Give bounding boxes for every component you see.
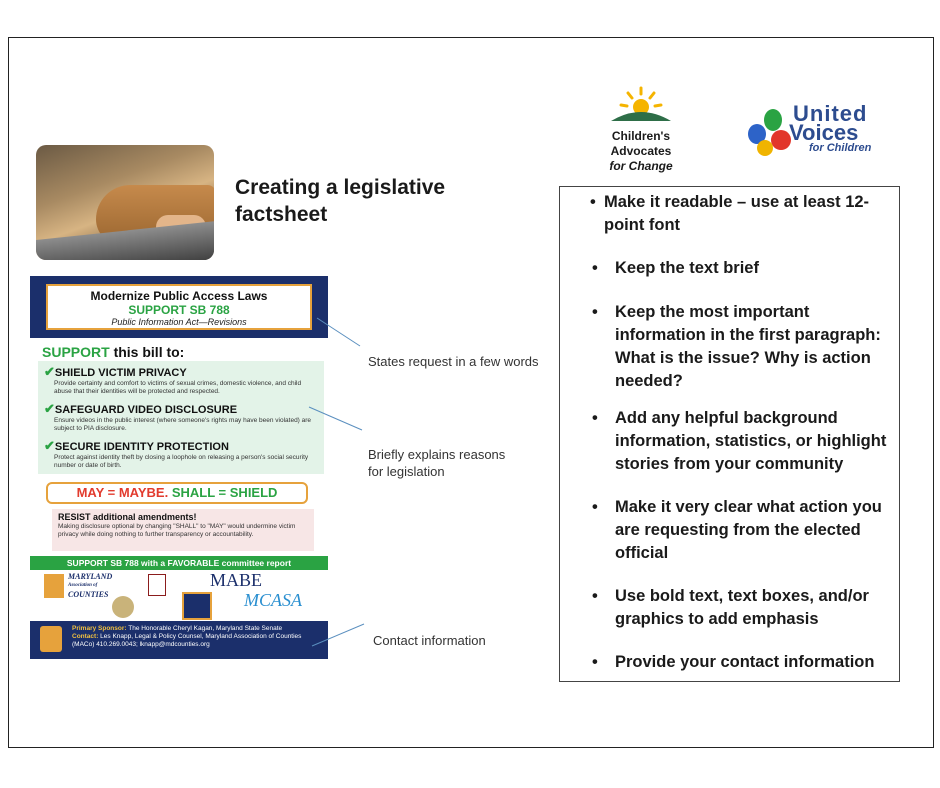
shall-text: SHALL = SHIELD — [171, 485, 278, 500]
reason-desc: Protect against identity theft by closing a loophole on releasing a person's social security number or date of birth. — [54, 454, 309, 469]
cac-line2: for Change — [609, 159, 673, 173]
may-text: MAY = MAYBE. — [76, 485, 169, 500]
callout-line-reasons — [309, 407, 362, 430]
callout-reasons-1: Briefly explains reasons — [368, 447, 506, 462]
sponsor-label: Primary Sponsor: — [72, 625, 127, 632]
uvc-line3: for Children — [809, 142, 872, 154]
resist-title: RESIST additional amendments! — [58, 512, 197, 522]
resist-desc: Making disclosure optional by changing "SHALL" to "MAY" would undermine victim privacy while doing nothing to further transparency or accountability. — [58, 523, 296, 538]
tip-text: Use bold text, text boxes, and/or graphics to add emphasis — [615, 587, 869, 628]
callout-contact: Contact information — [373, 633, 486, 648]
factsheet-title: Modernize Public Access Laws — [90, 289, 268, 303]
maco-line1: MARYLAND — [68, 572, 113, 581]
sponsor-text: The Honorable Cheryl Kagan, Maryland State Senate — [126, 625, 283, 632]
reason-desc: Ensure videos in the public interest (where someone's rights may have been violated) are subject to PIA disclosure. — [54, 417, 312, 432]
bullet-icon: • — [592, 259, 598, 277]
slide-title: Creating a legislative factsheet — [235, 176, 446, 226]
bullet-icon: • — [592, 587, 598, 605]
callout-reasons-2: for legislation — [368, 464, 445, 479]
reason-title: SECURE IDENTITY PROTECTION — [54, 441, 229, 453]
tips-box — [559, 186, 900, 682]
maco-line3: COUNTIES — [68, 590, 109, 599]
reason-desc: Provide certainty and comfort to victims of sexual crimes, domestic violence, and child abuse that their identities will be protected and respected. — [54, 380, 302, 395]
reason-title: SAFEGUARD VIDEO DISCLOSURE — [54, 404, 238, 416]
uvc-line2: Voices — [789, 120, 859, 145]
tip-text: Keep the most important information in the first paragraph: What is the issue? Why is action needed? — [615, 303, 881, 390]
cac-line1: Children's Advocates — [610, 129, 672, 158]
callout-request: States request in a few words — [368, 354, 539, 369]
contact-label: Contact: — [72, 633, 99, 640]
maco-line2: Association of — [68, 583, 98, 588]
tip-text: Add any helpful background information, statistics, or highlight stories from your community — [615, 409, 887, 473]
callout-line-request — [317, 318, 360, 346]
checkmark-icon: ✔ — [44, 438, 55, 453]
mcasa-logo: MCASA — [244, 590, 302, 610]
contact-text: Les Knapp, Legal & Policy Counsel, Maryland Association of Counties (MACo) 410.269.0043; lknapp@mdcounties.org — [72, 633, 302, 648]
bullet-icon: • — [592, 498, 598, 516]
bullet-icon: • — [592, 409, 598, 427]
mabe-logo: MABE — [210, 570, 263, 590]
checkmark-icon: ✔ — [44, 364, 55, 379]
callout-line-contact — [312, 624, 364, 646]
checkmark-icon: ✔ — [44, 401, 55, 416]
factsheet-bill: SUPPORT SB 788 — [128, 303, 230, 317]
bullet-icon: • — [592, 303, 598, 321]
favorable-report-bar: SUPPORT SB 788 with a FAVORABLE committee report — [30, 556, 328, 570]
factsheet-subtitle: Public Information Act—Revisions — [111, 317, 247, 327]
tip-text: Make it readable – use at least 12-point font — [604, 193, 870, 234]
tip-text: Provide your contact information — [615, 653, 875, 671]
bullet-icon: • — [592, 653, 598, 671]
tip-text: Make it very clear what action you are requesting from the elected official — [615, 498, 882, 562]
uvc-line1: United — [793, 101, 868, 126]
tip-text: Keep the text brief — [615, 259, 759, 277]
bullet-icon: • — [590, 193, 596, 211]
reason-title: SHIELD VICTIM PRIVACY — [54, 367, 187, 379]
support-label: SUPPORT — [42, 344, 110, 360]
support-rest: this bill to: — [109, 344, 185, 360]
